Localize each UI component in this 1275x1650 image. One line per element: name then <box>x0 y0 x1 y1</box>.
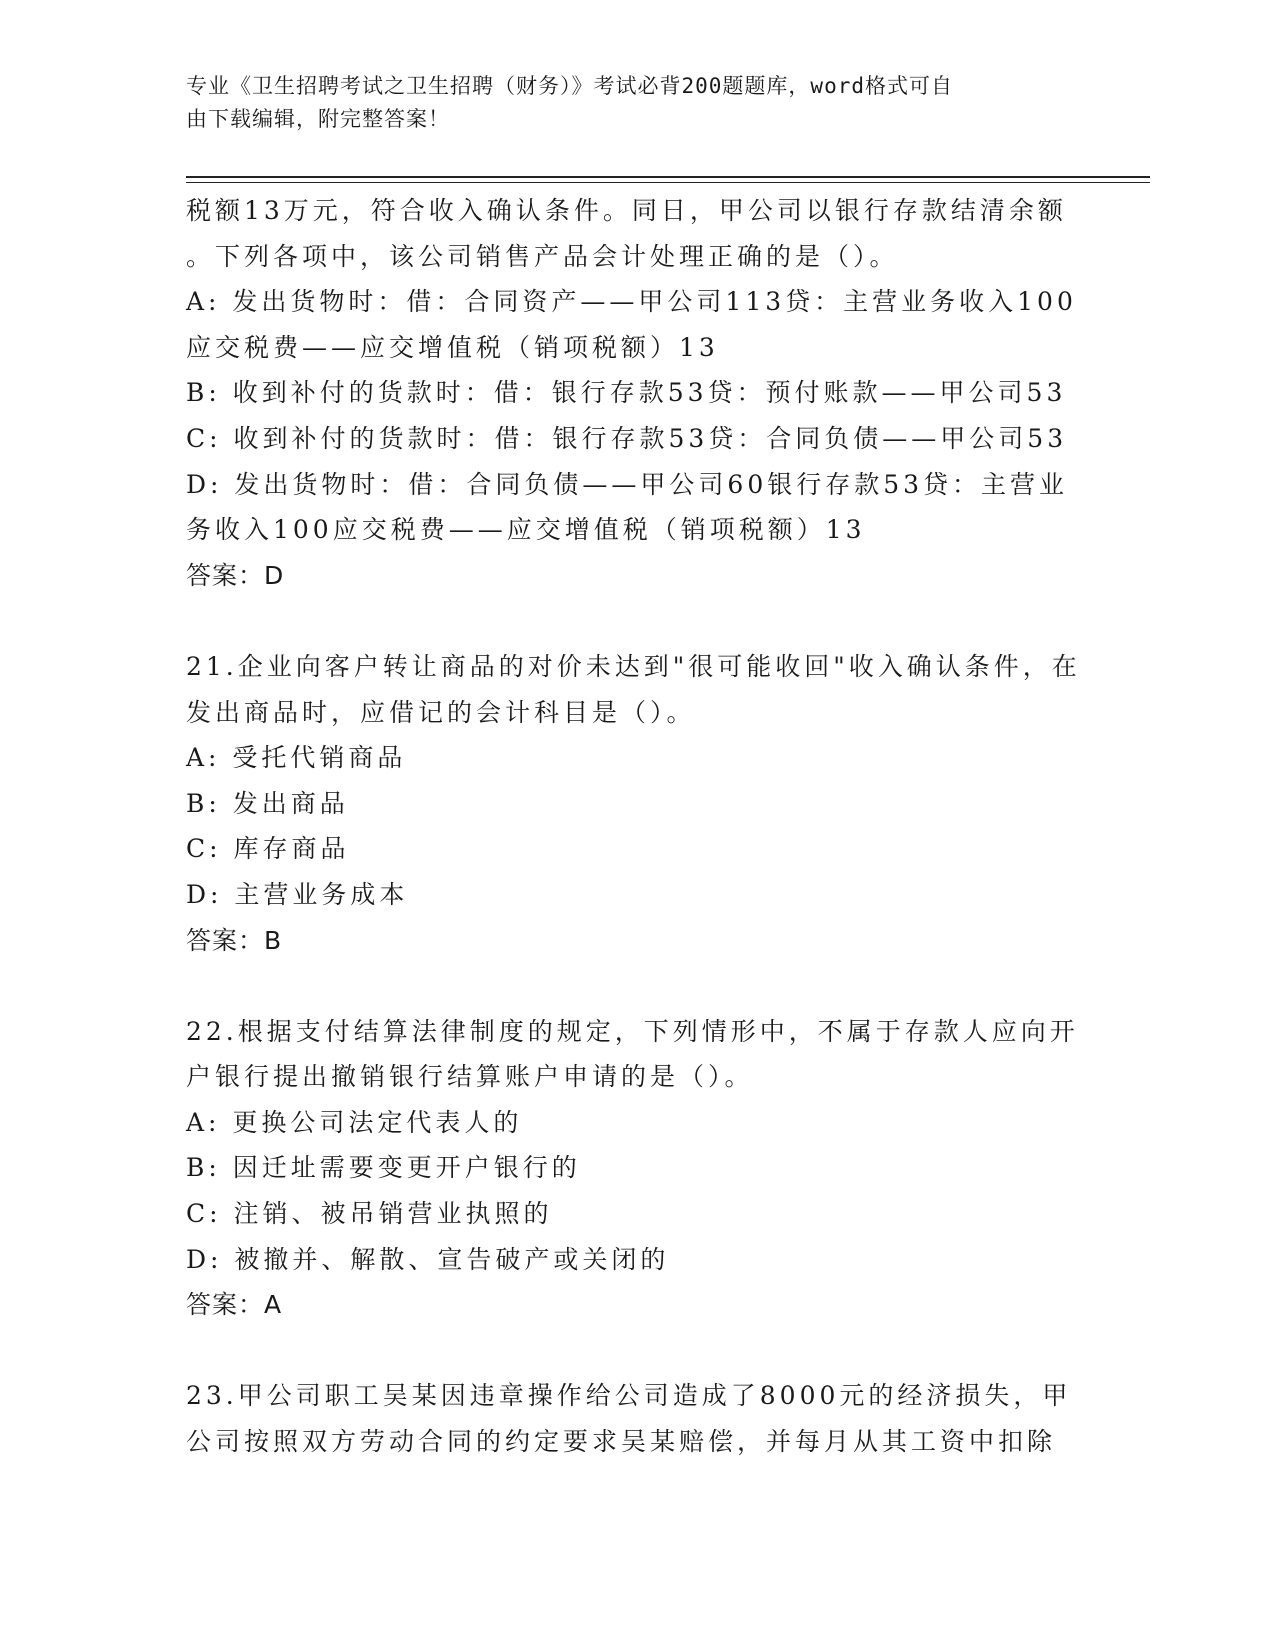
header-rule-thin <box>186 182 1150 183</box>
spacer <box>186 1328 1086 1374</box>
question-21 <box>186 644 1086 963</box>
question-stem: 21.企业向客户转让商品的对价未达到"很可能收回"收入确认条件，在 <box>186 651 1081 681</box>
question-22 <box>186 1009 1086 1328</box>
option-b: B: 发出商品 <box>186 788 349 818</box>
option-c: C: 收到补付的货款时：借：银行存款53贷：合同负债——甲公司53 <box>186 423 1068 453</box>
option-c: C: 库存商品 <box>186 834 350 864</box>
spacer <box>186 598 1086 644</box>
option-b: B: 收到补付的货款时：借：银行存款53贷：预付账款——甲公司53 <box>186 378 1067 408</box>
option-d: D: 主营业务成本 <box>186 879 409 909</box>
answer: 答案：D <box>186 560 285 590</box>
question-stem: 。下列各项中，该公司销售产品会计处理正确的是（）。 <box>186 241 899 271</box>
answer: 答案：B <box>186 925 283 955</box>
question-stem: 户银行提出撤销银行结算账户申请的是（）。 <box>186 1062 754 1092</box>
question-stem: 税额13万元，符合收入确认条件。同日，甲公司以银行存款结清余额 <box>186 196 1067 225</box>
question-stem: 23.甲公司职工吴某因违章操作给公司造成了8000元的经济损失，甲 <box>186 1381 1072 1411</box>
question-stem: 发出商品时，应借记的会计科目是（）。 <box>186 697 696 727</box>
option-a: 应交税费——应交增值税（销项税额）13 <box>186 332 719 362</box>
option-a: A: 更换公司法定代表人的 <box>186 1107 523 1137</box>
document-body <box>186 188 1086 1465</box>
question-20 <box>186 188 1086 598</box>
answer: 答案：A <box>186 1290 283 1320</box>
question-stem: 22.根据支付结算法律制度的规定，下列情形中，不属于存款人应向开 <box>186 1016 1079 1046</box>
option-d: D: 发出货物时：借：合同负债——甲公司60银行存款53贷：主营业 <box>186 469 1069 499</box>
header-title-line-2: 由下载编辑，附完整答案！ <box>186 107 450 131</box>
question-stem: 公司按照双方劳动合同的约定要求吴某赔偿，并每月从其工资中扣除 <box>186 1427 1057 1457</box>
option-a: A: 受托代销商品 <box>186 743 407 773</box>
option-b: B: 因迁址需要变更开户银行的 <box>186 1153 581 1183</box>
header-rule-thick <box>186 176 1150 178</box>
document-header <box>186 70 1076 136</box>
option-d: D: 被撤并、解散、宣告破产或关闭的 <box>186 1244 670 1274</box>
option-c: C: 注销、被吊销营业执照的 <box>186 1199 553 1229</box>
spacer <box>186 963 1086 1009</box>
header-title-line-1: 专业《卫生招聘考试之卫生招聘（财务）》考试必背200题题库，word格式可自 <box>186 74 953 98</box>
option-a: A: 发出货物时：借：合同资产——甲公司113贷：主营业务收入100 <box>186 287 1077 317</box>
option-d: 务收入100应交税费——应交增值税（销项税额）13 <box>186 515 866 545</box>
question-23 <box>186 1373 1086 1464</box>
